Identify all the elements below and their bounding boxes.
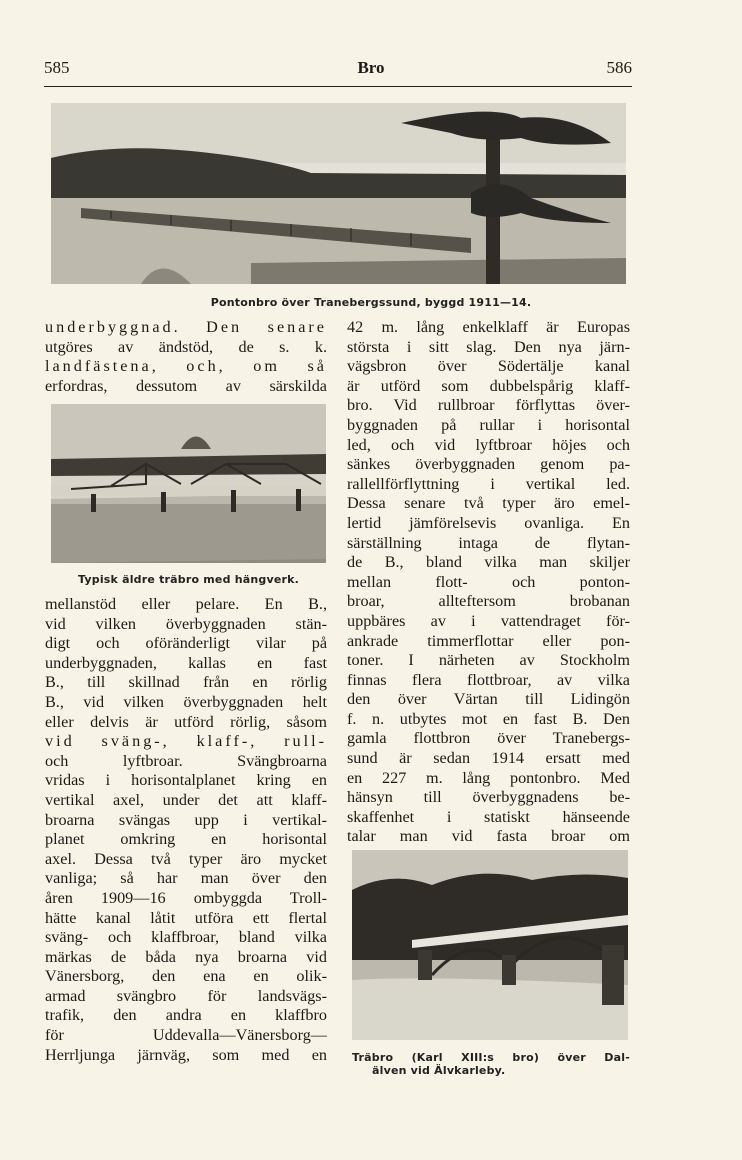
text-line: och lyftbroar. Svängbroarna [45,751,327,770]
text-line: största i sitt slag. Den nya järn- [347,337,630,356]
header-rule [44,86,632,87]
text-line: rallellförflyttning i vertikal led. [347,474,630,493]
text-line: erfordras, dessutom av särskilda [45,376,327,395]
left-page-number: 585 [44,58,70,77]
bottom-photo-caption-line-1: Träbro (Karl XIII:s bro) över Dal- [352,1051,630,1064]
text-line: mellan flott- och ponton- [347,572,630,591]
left-column-block-1 [45,318,327,396]
text-line: digt och oföränderligt vilar på [45,634,327,653]
text-line: byggnaden på rullar i horisontal [347,415,630,434]
text-line: planet omkring en horisontal [45,830,327,849]
left-column-block-2 [45,595,327,1065]
text-line: den över Värtan till Lidingön [347,690,630,709]
text-line: hänsyn till överbyggnadens be- [347,788,630,807]
text-line: för Uddevalla—Vänersborg— [45,1026,327,1045]
text-line: vanliga; så har man över den [45,869,327,888]
text-line: 42 m. lång enkelklaff är Europas [347,318,630,336]
text-line: utgöres av ändstöd, de s. k. [45,337,327,356]
right-page-number: 586 [606,58,632,77]
text-line: broar, allteftersom brobanan [347,592,630,611]
text-line: vid sväng-, klaff-, rull- [45,732,327,751]
text-line: trafik, den andra en klaffbro [45,1006,327,1025]
text-line: broarna svängas upp i vertikal- [45,810,327,829]
text-line: landfästena, och, om så [45,357,327,376]
text-line: finnas flera flottbroar, av vilka [347,670,630,689]
middle-photo-caption: Typisk äldre träbro med hängverk. [77,573,299,586]
text-line: toner. I närheten av Stockholm [347,651,630,670]
text-line: åren 1909—16 ombyggda Troll- [45,888,327,907]
text-line: sund är sedan 1914 ersatt med [347,749,630,768]
text-line: led, och vid lyftbroar höjes och [347,435,630,454]
text-line: hätte kanal låtit utföra ett flertal [45,908,327,927]
text-line: armad svängbro för landsvägs- [45,986,327,1005]
text-line: mellanstöd eller pelare. En B., [45,595,327,613]
truss-bridge-photo [51,404,326,563]
text-line: gamla flottbron över Tranebergs- [347,729,630,748]
text-line: vridas i horisontalplanet kring en [45,771,327,790]
running-head: Bro [357,58,385,77]
pontoon-bridge-photo [51,103,626,284]
text-line: B., till skillnad från en rörlig [45,673,327,692]
text-line: vägsbron över Södertälje kanal [347,357,630,376]
text-line: ankrade timmerflottar eller pon- [347,631,630,650]
text-line: B., vid vilken överbyggnaden helt [45,692,327,711]
text-line: vid vilken överbyggnaden stän- [45,614,327,633]
text-line: märkas de båda nya broarna vid [45,947,327,966]
text-line: de B., bland vilka man skiljer [347,553,630,572]
text-line: uppbäres av i vattendraget för- [347,611,630,630]
text-line: Vänersborg, den ena en olik- [45,967,327,986]
text-line: sväng- och klaffbroar, bland vilka [45,928,327,947]
bottom-photo-caption-line-2: älven vid Älvkarleby. [372,1064,506,1077]
text-line: Dessa senare två typer äro emel- [347,494,630,513]
text-line: en 227 m. lång pontonbro. Med [347,768,630,787]
right-column-block-1 [347,318,630,847]
text-line: sänkes överbyggnaden genom pa- [347,455,630,474]
text-line: särställning intaga de flytan- [347,533,630,552]
text-line: eller delvis är utförd rörlig, såsom [45,712,327,731]
text-line: skaffenhet i statiskt hänseende [347,807,630,826]
text-line: talar man vid fasta broar om [347,827,630,846]
text-line: vertikal axel, under det att klaff- [45,790,327,809]
text-line: Herrljunga järnväg, som med en [45,1045,327,1064]
arch-bridge-photo [352,850,628,1040]
text-line: underbyggnaden, kallas en fast [45,653,327,672]
text-line: axel. Dessa två typer äro mycket [45,849,327,868]
text-line: underbyggnad. Den senare [45,318,327,336]
text-line: f. n. utbytes mot en fast B. Den [347,709,630,728]
text-line: lertid jämförelsevis ovanliga. En [347,513,630,532]
top-photo-caption: Pontonbro över Tranebergssund, byggd 1911—14. [210,296,532,309]
text-line: är utförd som dubbelspårig klaff- [347,376,630,395]
text-line: bro. Vid rullbroar förflyttas över- [347,396,630,415]
